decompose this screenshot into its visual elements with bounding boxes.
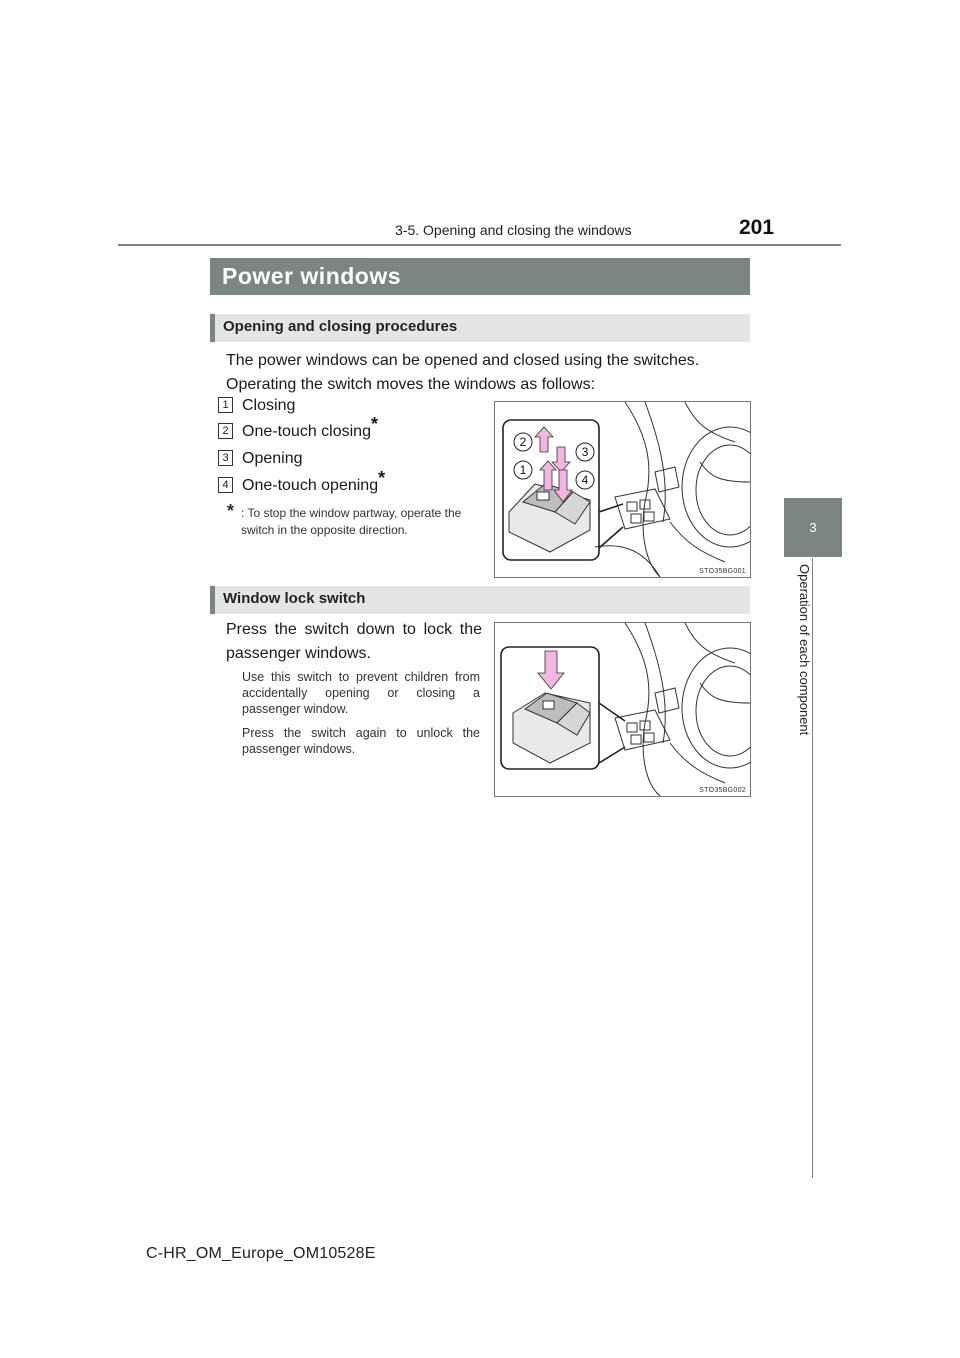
lock-switch-drawing: [495, 623, 750, 796]
list-item: [218, 397, 295, 415]
item-label: One-touch closing: [242, 423, 371, 440]
running-header-section: 3-5. Opening and closing the windows: [395, 222, 632, 238]
chapter-title: Operation of each component: [797, 564, 812, 736]
page-number: 201: [739, 216, 775, 239]
footnote-text: : To stop the window partway, operate the switch in the opposite direction.: [241, 506, 462, 537]
callout-2: 2: [519, 435, 527, 449]
list-item: [218, 450, 303, 468]
list-item: [218, 468, 386, 495]
section-heading: Window lock switch: [223, 590, 366, 607]
lock-note-2: Press the switch again to unlock the passenger windows.: [242, 726, 480, 756]
item-number: 4: [218, 477, 233, 493]
document-footer: C-HR_OM_Europe_OM10528E: [146, 1245, 376, 1262]
list-item: [218, 414, 378, 441]
page-title-bar: [210, 258, 750, 295]
page-title: Power windows: [222, 263, 402, 289]
section-heading: Opening and closing procedures: [223, 318, 458, 335]
illustration-window-switch: [494, 401, 751, 578]
intro-line-2: Operating the switch moves the windows as follows:: [226, 376, 596, 393]
chapter-number: 3: [809, 520, 817, 535]
side-rule: [812, 558, 813, 1178]
footnote: [227, 501, 477, 539]
section-heading-bar: [210, 314, 750, 342]
header-rule: [118, 244, 841, 246]
item-number: 2: [218, 423, 233, 439]
chapter-tab: [784, 498, 842, 557]
window-switch-drawing: [495, 402, 750, 577]
item-label: Opening: [242, 450, 303, 467]
callout-3: 3: [581, 445, 589, 459]
asterisk-mark: *: [378, 468, 386, 488]
footnote-asterisk: *: [227, 501, 235, 521]
intro-line-1: The power windows can be opened and closed using the switches.: [226, 352, 700, 369]
intro-text: [226, 349, 699, 397]
item-number: 3: [218, 450, 233, 466]
callout-1: 1: [519, 463, 527, 477]
asterisk-mark: *: [370, 414, 378, 434]
callout-4: 4: [581, 473, 589, 487]
lock-instruction: Press the switch down to lock the passenger windows.: [226, 621, 482, 662]
item-label: One-touch opening: [242, 477, 379, 494]
illustration-lock-switch: [494, 622, 751, 797]
section-heading-bar: [210, 586, 750, 614]
lock-note-1: Use this switch to prevent children from accidentally opening or closing a passenger window.: [242, 670, 480, 716]
figure-code: STO35BG001: [699, 568, 746, 575]
figure-code: STO35BG002: [699, 787, 746, 794]
item-label: Closing: [242, 397, 296, 414]
item-number: 1: [218, 397, 233, 413]
